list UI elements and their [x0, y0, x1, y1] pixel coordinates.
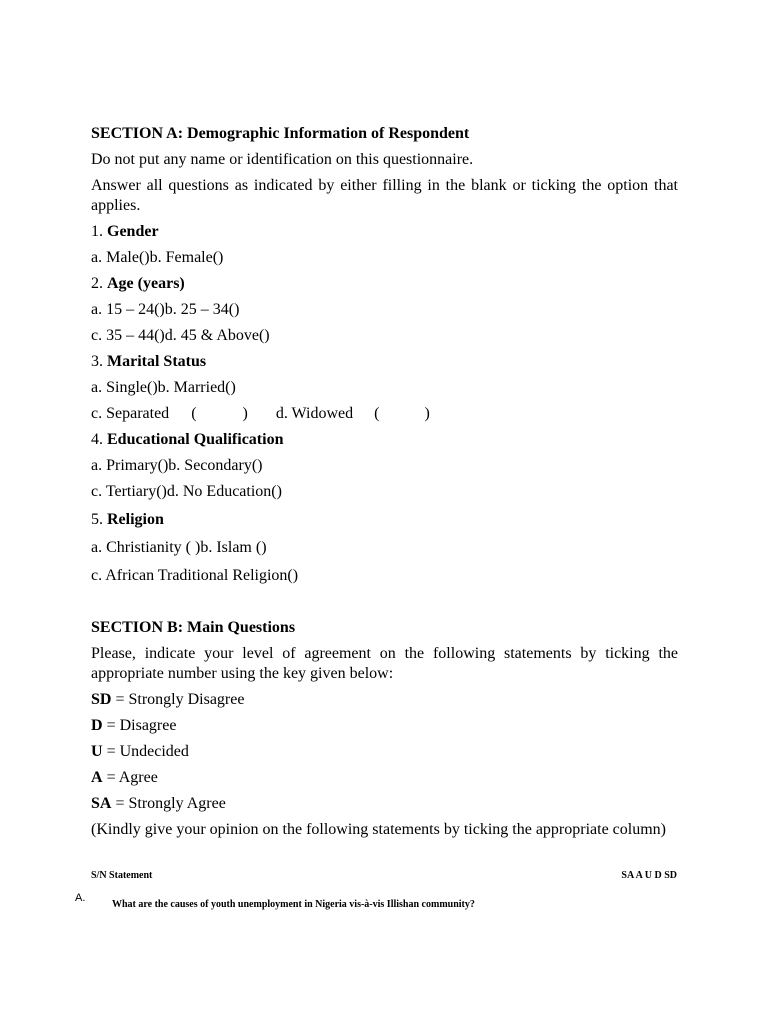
key-disagree	[91, 716, 678, 736]
question-education	[91, 430, 678, 450]
age-options-row-1: a. 15 – 24()b. 25 – 34()	[91, 301, 240, 318]
marital-options-row-1: a. Single()b. Married()	[91, 379, 236, 396]
education-options-row-2: c. Tertiary()d. No Education()	[91, 483, 282, 500]
option-widowed-close-paren: )	[424, 405, 430, 422]
question-label: Age (years)	[107, 275, 185, 292]
gender-options: a. Male()b. Female()	[91, 249, 224, 266]
question-number: 5.	[91, 511, 103, 528]
religion-options-row-1: a. Christianity ( )b. Islam ()	[91, 539, 267, 556]
option-separated-close-paren: )	[242, 405, 248, 422]
question-age	[91, 274, 678, 294]
table-section-label: A.	[75, 892, 86, 904]
option-widowed: d. Widowed	[275, 405, 354, 422]
question-number: 2.	[91, 275, 103, 292]
key-code: A	[91, 769, 103, 786]
key-agree	[91, 768, 678, 788]
question-gender	[91, 222, 678, 242]
key-code: SA	[91, 795, 112, 812]
table-header-sn-statement: S/N Statement	[91, 870, 153, 881]
table-section-question: What are the causes of youth unemployment in Nigeria vis-à-vis Illishan community?	[112, 899, 475, 910]
option-widowed-open-paren: (	[374, 405, 380, 422]
key-undecided	[91, 742, 678, 762]
key-strongly-disagree	[91, 690, 678, 710]
question-label: Marital Status	[107, 353, 207, 370]
section-a-note-instructions: Answer all questions as indicated by either filling in the blank or ticking the option that applies.	[91, 177, 678, 214]
age-options-row-2: c. 35 – 44()d. 45 & Above()	[91, 327, 270, 344]
key-meaning: = Undecided	[102, 743, 189, 760]
questionnaire-page	[91, 124, 678, 846]
question-label: Educational Qualification	[107, 431, 284, 448]
question-religion	[91, 510, 678, 530]
education-options-row-1: a. Primary()b. Secondary()	[91, 457, 263, 474]
key-meaning: = Disagree	[102, 717, 177, 734]
section-b-intro: Please, indicate your level of agreement on the following statements by ticking the appropriate number using the key given below:	[91, 645, 678, 682]
religion-options-row-2: c. African Traditional Religion()	[91, 567, 299, 584]
table-header-scale: SA A U D SD	[621, 870, 677, 881]
question-number: 1.	[91, 223, 103, 240]
key-code: SD	[91, 691, 112, 708]
question-label: Religion	[107, 511, 164, 528]
key-code: U	[91, 743, 103, 760]
key-meaning: = Strongly Disagree	[111, 691, 245, 708]
question-number: 3.	[91, 353, 103, 370]
key-meaning: = Strongly Agree	[111, 795, 226, 812]
key-code: D	[91, 717, 103, 734]
section-a-note-no-name: Do not put any name or identification on this questionnaire.	[91, 151, 474, 168]
question-label: Gender	[107, 223, 159, 240]
marital-options-row-2	[91, 404, 678, 424]
key-strongly-agree	[91, 794, 678, 814]
table-header	[91, 870, 677, 882]
question-number: 4.	[91, 431, 103, 448]
key-meaning: = Agree	[102, 769, 158, 786]
question-marital-status	[91, 352, 678, 372]
option-separated-open-paren: (	[191, 405, 197, 422]
option-separated: c. Separated	[91, 405, 170, 422]
section-a-title: SECTION A: Demographic Information of Respondent	[91, 125, 470, 142]
section-b-instruction: (Kindly give your opinion on the following statements by ticking the appropriate column)	[91, 821, 666, 838]
section-b-title: SECTION B: Main Questions	[91, 619, 296, 636]
